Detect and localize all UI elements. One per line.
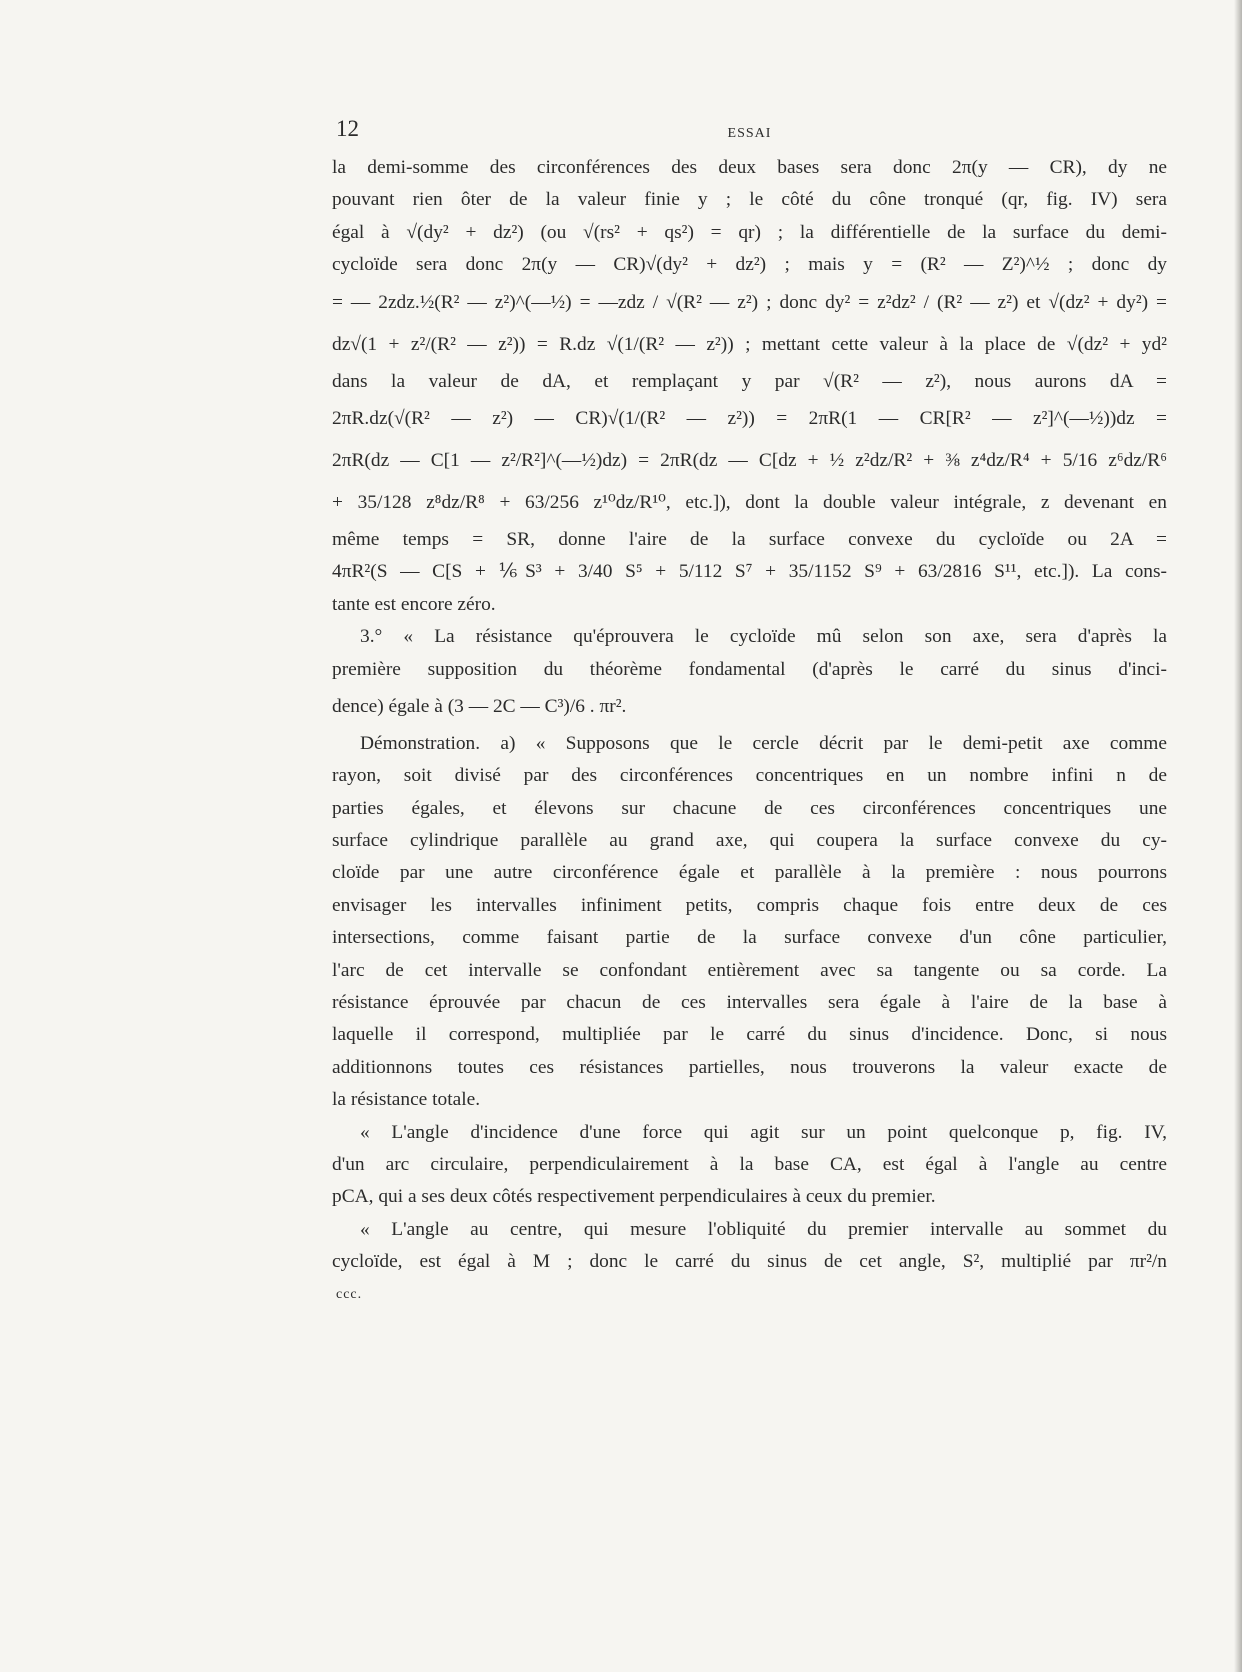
text-line: « L'angle au centre, qui mesure l'obliquité du premier intervalle au sommet du xyxy=(360,1218,1167,1240)
formula-line: dans la valeur de dA, et remplaçant y par √(R² — z²), nous aurons dA = xyxy=(332,370,1167,392)
text-line: additionnons toutes ces résistances partielles, nous trouverons la valeur exacte de xyxy=(332,1056,1167,1078)
formula-line: cycloïde sera donc 2π(y — CR)√(dy² + dz²) ; mais y = (R² — Z²)^½ ; donc dy xyxy=(332,254,1167,276)
text-line: égal à √(dy² + dz²) (ou √(rs² + qs²) = qr) ; la différentielle de la surface du demi- xyxy=(332,221,1167,243)
text-line: la demi-somme des circonférences des deux bases sera donc 2π(y — CR), dy ne xyxy=(332,157,1167,178)
text-line: l'arc de cet intervalle se confondant entièrement avec sa tangente ou sa corde. La xyxy=(332,959,1167,981)
text-line: « L'angle d'incidence d'une force qui agit sur un point quelconque p, fig. IV, xyxy=(360,1121,1167,1143)
text-line: d'un arc circulaire, perpendiculairement à la base CA, est égal à l'angle au centre xyxy=(332,1153,1167,1175)
formula-line: dence) égale à (3 — 2C — C³)/6 . πr². xyxy=(332,695,627,717)
formula-line: 2πR.dz(√(R² — z²) — CR)√(1/(R² — z²)) = 2πR(1 — CR[R² — z²]^(—½))dz = xyxy=(332,407,1167,429)
page-edge-shadow xyxy=(1234,0,1242,1672)
text-line: rayon, soit divisé par des circonférences concentriques en un nombre infini n de xyxy=(332,765,1167,787)
formula-line: = — 2zdz.½(R² — z²)^(—½) = —zdz / √(R² — z²) ; donc dy² = z²dz² / (R² — z²) et √(dz² + dy²) = xyxy=(332,291,1167,313)
text-line: 3.° « La résistance qu'éprouvera le cycloïde mû selon son axe, sera d'après la xyxy=(360,626,1167,648)
text-line: résistance éprouvée par chacun de ces intervalles sera égale à l'aire de la base à xyxy=(332,992,1167,1014)
text-line: intersections, comme faisant partie de la surface convexe d'un cône particulier, xyxy=(332,927,1167,949)
text-line: Démonstration. a) « Supposons que le cercle décrit par le demi-petit axe comme xyxy=(360,732,1167,754)
formula-line: 4πR²(S — C[S + ⅙S³ + 3/40 S⁵ + 5/112 S⁷ + 35/1152 S⁹ + 63/2816 S¹¹, etc.]). La cons- xyxy=(332,561,1167,583)
text-line: surface cylindrique parallèle au grand axe, qui coupera la surface convexe du cy- xyxy=(332,830,1167,852)
page-body xyxy=(332,152,1167,1279)
page-header xyxy=(332,116,1167,144)
formula-line: 2πR(dz — C[1 — z²/R²]^(—½)dz) = 2πR(dz — C[dz + ½ z²dz/R² + ⅜ z⁴dz/R⁴ + 5/16 z⁶dz/R⁶ xyxy=(332,449,1167,471)
text-line: pouvant rien ôter de la valeur finie y ; le côté du cône tronqué (qr, fig. IV) sera xyxy=(332,189,1167,211)
text-line: première supposition du théorème fondamental (d'après le carré du sinus d'inci- xyxy=(332,658,1167,680)
formula-line: dz√(1 + z²/(R² — z²)) = R.dz √(1/(R² — z²)) ; mettant cette valeur à la place de √(dz² + yd² xyxy=(332,333,1167,355)
book-page xyxy=(332,116,1167,1642)
text-line: cycloïde, est égal à M ; donc le carré du sinus de cet angle, S², multiplié par πr²/n xyxy=(332,1251,1167,1273)
running-head: ESSAI xyxy=(727,126,772,141)
page-number: 12 xyxy=(336,116,359,141)
text-line: même temps = SR, donne l'aire de la surface convexe du cycloïde ou 2A = xyxy=(332,528,1167,550)
text-line: parties égales, et élevons sur chacune de ces circonférences concentriques une xyxy=(332,797,1167,819)
text-line: tante est encore zéro. xyxy=(332,593,496,615)
formula-line: + 35/128 z⁸dz/R⁸ + 63/256 z¹⁰dz/R¹⁰, etc.]), dont la double valeur intégrale, z devenant en xyxy=(332,491,1167,513)
text-line: pCA, qui a ses deux côtés respectivement perpendiculaires à ceux du premier. xyxy=(332,1186,936,1208)
text-line: envisager les intervalles infiniment petits, compris chaque fois entre deux de ces xyxy=(332,894,1167,916)
catchword: ccc. xyxy=(336,1286,363,1302)
text-line: cloïde par une autre circonférence égale et parallèle à la première : nous pourrons xyxy=(332,862,1167,884)
text-line: la résistance totale. xyxy=(332,1089,481,1111)
text-line: laquelle il correspond, multipliée par le carré du sinus d'incidence. Donc, si nous xyxy=(332,1024,1167,1046)
